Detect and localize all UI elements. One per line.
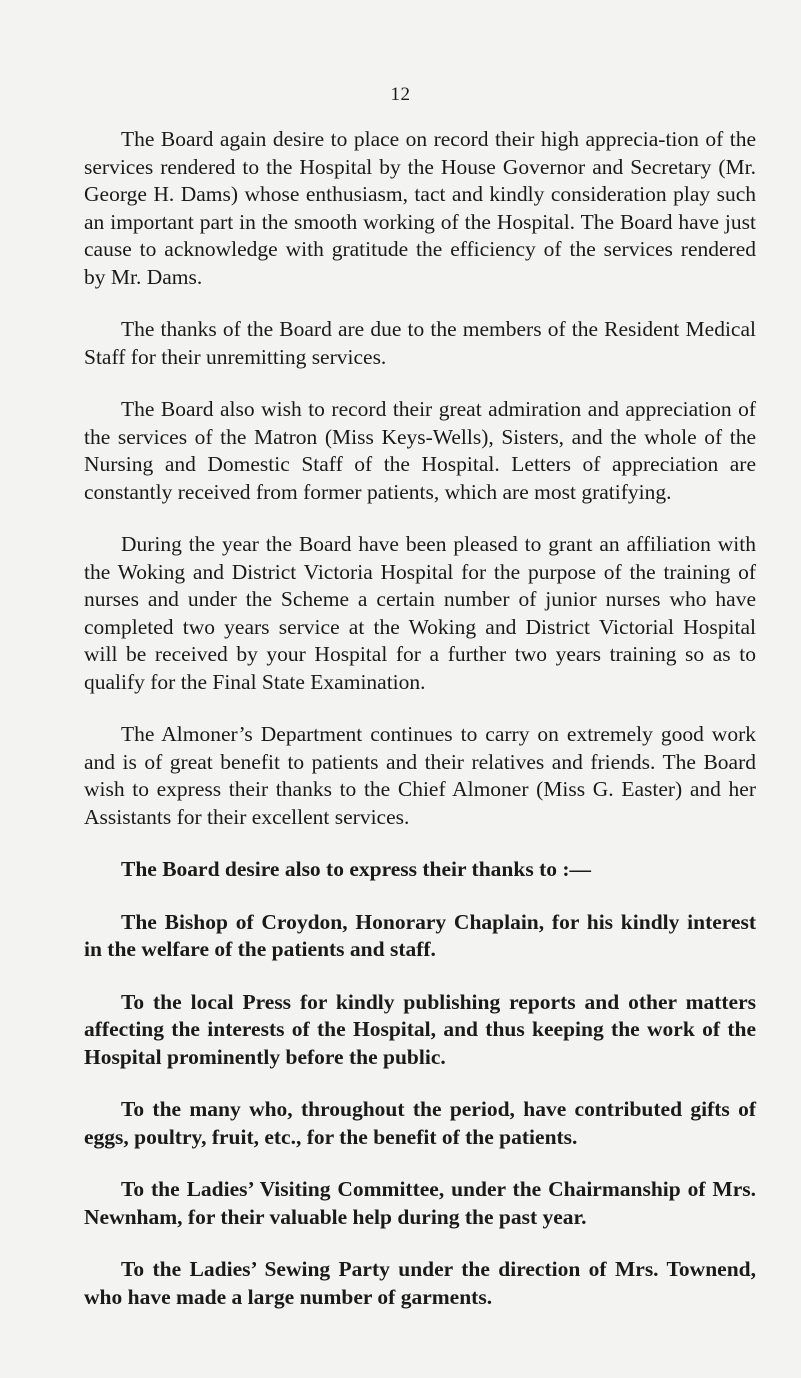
paragraph-gifts-donors: To the many who, throughout the period, have contributed gifts of eggs, poultry, fruit, etc., for the benefit of the patients. — [84, 1097, 756, 1149]
paragraph-medical-staff-thanks: The thanks of the Board are due to the members of the Resident Medical Staff for their unremitting services. — [84, 317, 756, 369]
paragraph-house-governor-thanks: The Board again desire to place on record their high apprecia-tion of the services rendered to the Hospital by the House Governor and Secretary (Mr. George H. Dams) whose enthusiasm, tact and kindly consideration play such an important part in the smooth working of the Hospital. The Board have just cause to acknowledge with gratitude the efficiency of the services rendered by Mr. Dams. — [84, 127, 756, 289]
paragraph-visiting-committee: To the Ladies’ Visiting Committee, under the Chairmanship of Mrs. Newnham, for their valuable help during the past year. — [84, 1177, 756, 1229]
paragraph-almoner-department: The Almoner’s Department continues to carry on extremely good work and is of great benefit to patients and their relatives and friends. The Board wish to express their thanks to the Chief Almoner (Miss G. Easter) and her Assistants for their excellent services. — [84, 722, 756, 829]
paragraph-sewing-party: To the Ladies’ Sewing Party under the direction of Mrs. Townend, who have made a large number of garments. — [84, 1257, 756, 1309]
paragraph-local-press: To the local Press for kindly publishing reports and other matters affecting the interests of the Hospital, and thus keeping the work of the Hospital prominently before the public. — [84, 989, 756, 1069]
page-number: 12 — [390, 84, 411, 105]
paragraph-bishop-of-croydon: The Bishop of Croydon, Honorary Chaplain, for his kindly interest in the welfare of the patients and staff. — [84, 909, 756, 961]
body-text — [84, 126, 756, 1336]
paragraph-matron-nursing-staff: The Board also wish to record their great admiration and appreciation of the services of the Matron (Miss Keys-Wells), Sisters, and the whole of the Nursing and Domestic Staff of the Hospital. Letters of appreciation are constantly received from former patients, which are most gratifying. — [84, 397, 756, 504]
paragraph-thanks-intro: The Board desire also to express their thanks to :— — [121, 857, 592, 881]
paragraph-woking-affiliation: During the year the Board have been pleased to grant an affiliation with the Woking and District Victoria Hospital for the purpose of the training of nurses and under the Scheme a certain number of junior nurses who have completed two years service at the Woking and District Victorial Hospital will be received by your Hospital for a further two years training so as to qualify for the Final State Examination. — [84, 532, 756, 694]
